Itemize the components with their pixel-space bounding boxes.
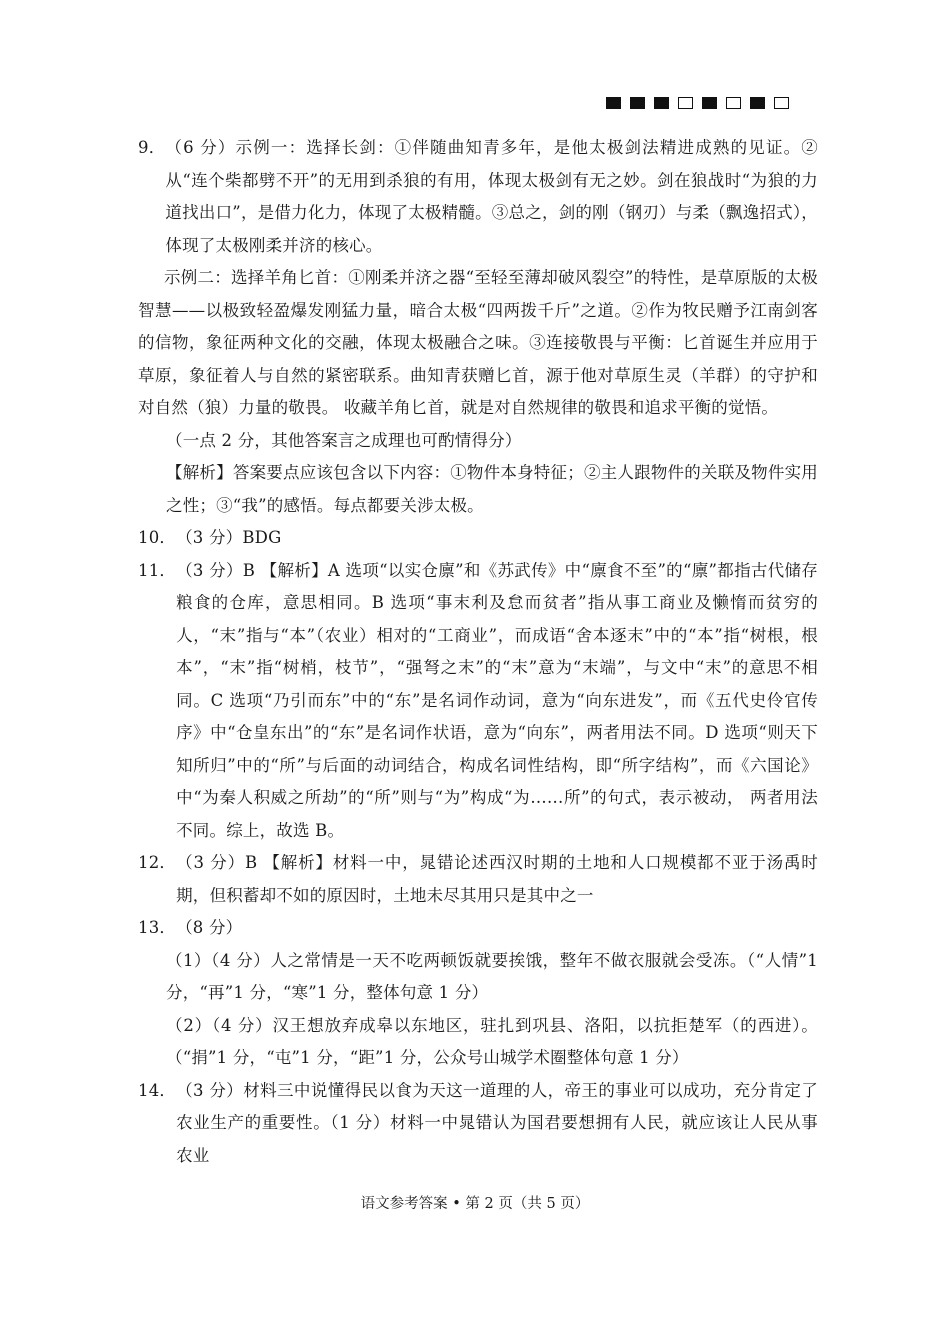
question-number: 11． (138, 560, 177, 580)
page-footer: 语文参考答案 • 第 2 页（共 5 页） (360, 1196, 590, 1212)
mark-filled (702, 97, 717, 109)
q12-answer: （3 分）B 【解析】材料一中，晁错论述西汉时期的土地和人口规模都不亚于汤禹时期，但积蓄却不如的原因时，土地未尽其用只是其中之一 (176, 853, 818, 905)
q13-score: （8 分） (176, 918, 243, 937)
q14-answer: （3 分）材料三中说懂得民以食为天这一道理的人，帝王的事业可以成功，充分肯定了农业生产的重要性。（1 分）材料一中晁错认为国君要想拥有人民，就应该让人民从事农业 (176, 1080, 818, 1165)
mark-empty (774, 97, 789, 109)
question-number: 9． (138, 138, 166, 157)
question-9 (138, 132, 818, 262)
question-12 (138, 847, 818, 912)
mark-empty (726, 97, 741, 109)
question-14 (138, 1075, 818, 1173)
mark-filled (606, 97, 621, 109)
q9-analysis: 【解析】答案要点应该包含以下内容：①物件本身特征；②主人跟物件的关联及物件实用之性；③“我”的感悟。每点都要关涉太极。 (166, 463, 818, 515)
mark-empty (678, 97, 693, 109)
answer-content (138, 132, 818, 1172)
question-number: 13． (138, 918, 177, 937)
question-10 (138, 522, 818, 555)
q13-sub-1: （1）（4 分）人之常情是一天不吃两顿饭就要挨饿，整年不做衣服就会受冻。（“人情”1 分，“再”1 分，“寒”1 分，整体句意 1 分） (166, 950, 818, 1002)
mark-filled (630, 97, 645, 109)
question-number: 12． (138, 853, 177, 872)
q11-answer: （3 分）B 【解析】A 选项“以实仓廪”和《苏武传》中“廪食不至”的“廪”都指古代储存粮食的仓库，意思相同。B 选项“事末利及怠而贫者”指从事工商业及懒惰而贫穷的人，“末”指与“本”（农业）相对的“工商业”，而成语“舍本逐末”中的“本”指“树根，根本”，“末”指“树梢，枝节”，“强弩之末”的“末”意为“末端”，与文中“末”的意思不相同。C 选项“乃引而东”中的“东”是名词作动词，意为“向东进发”，而《五代史伶官传序》中“仓皇东出”的“东”是名词作状语，意为“向东”，两者用法不同。D 选项“则天下知所归”中的“所”与后面的动词结合，构成名词性结构，即“所字结构”，而《六国论》中“为秦人积威之所劫”的“所”则与“为”构成“为……所”的句式，表示被动， 两者用法不同。综上，故选 B。 (176, 560, 818, 840)
q10-answer: （3 分）BDG (176, 528, 282, 547)
question-13 (138, 912, 818, 945)
header-marks (606, 97, 789, 109)
q13-sub-2: （2）（4 分）汉王想放弃成皋以东地区，驻扎到巩县、洛阳，以抗拒楚军（的西进）。（“捐”1 分，“屯”1 分，“距”1 分，公众号山城学术圈整体句意 1 分） (166, 1015, 818, 1067)
mark-filled (654, 97, 669, 109)
question-number: 14． (138, 1080, 177, 1100)
question-11 (138, 555, 818, 848)
mark-filled (750, 97, 765, 109)
q9-scoring-note: （一点 2 分，其他答案言之成理也可酌情得分） (166, 430, 522, 450)
question-number: 10． (138, 528, 177, 547)
q9-example-two: 示例二：选择羊角匕首：①刚柔并济之器“至轻至薄却破风裂空”的特性，是草原版的太极智慧——以极致轻盈爆发刚猛力量，暗合太极“四两拨千斤”之道。②作为牧民赠予江南剑客的信物，象征两种文化的交融，体现太极融合之味。③连接敬畏与平衡：匕首诞生并应用于草原，象征着人与自然的紧密联系。曲知青获赠匕首，源于他对草原生灵（羊群）的守护和对自然（狼）力量的敬畏。 收藏羊角匕首，就是对自然规律的敬畏和追求平衡的觉悟。 (138, 268, 818, 417)
q9-example-one: （6 分）示例一：选择长剑：①伴随曲知青多年，是他太极剑法精进成熟的见证。②从“连个柴都劈不开”的无用到杀狼的有用，体现太极剑有无之妙。剑在狼战时“为狼的力道找出口”，是借力化力，体现了太极精髓。③总之，剑的刚（钢刃）与柔（飘逸招式），体现了太极刚柔并济的核心。 (165, 138, 818, 255)
